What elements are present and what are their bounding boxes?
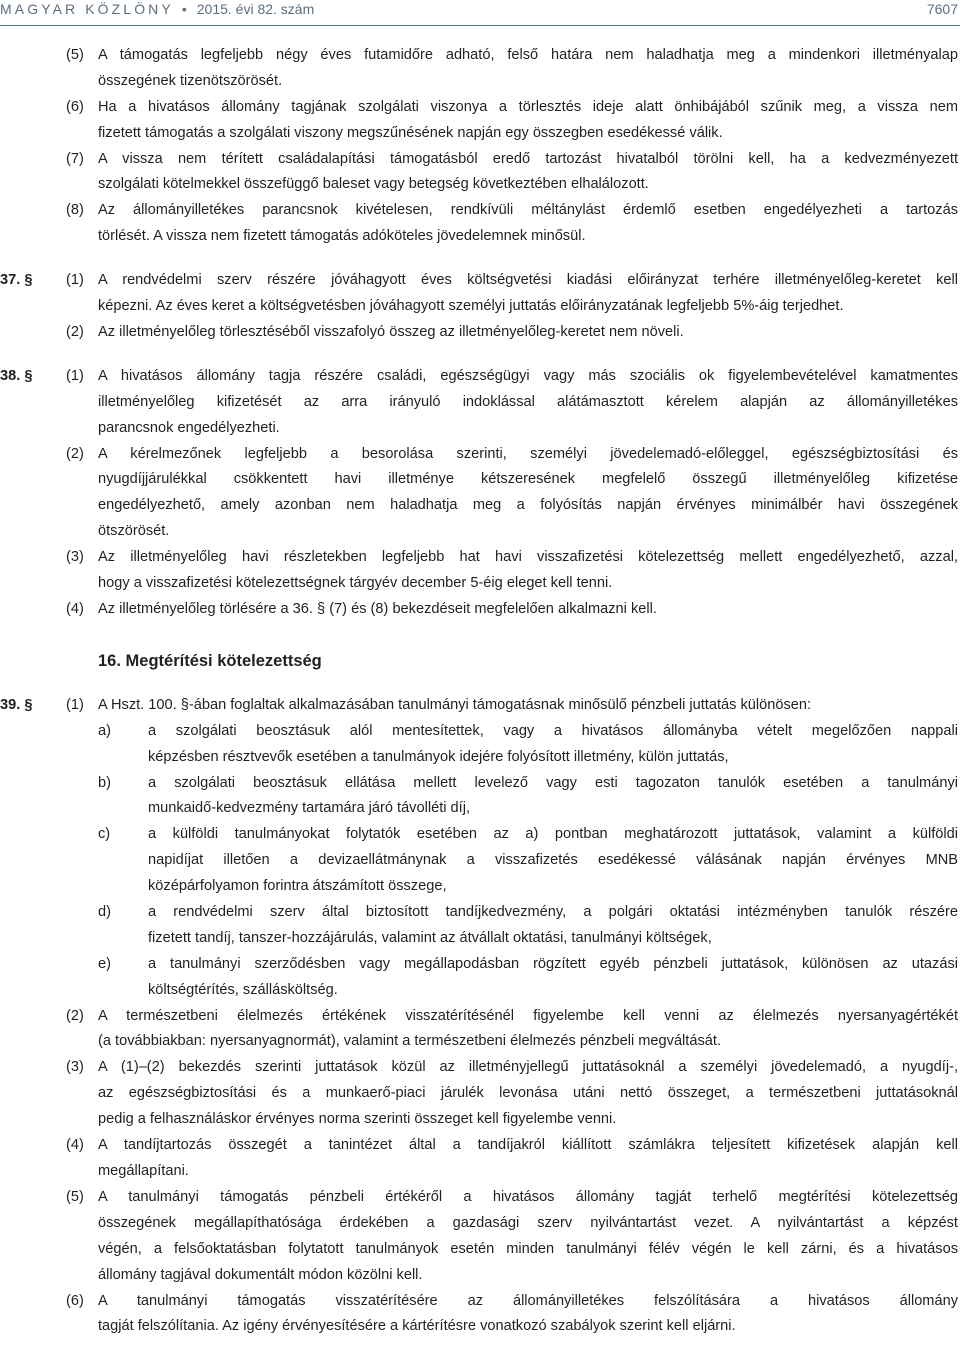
list-item xyxy=(0,899,960,951)
page-number: 7607 xyxy=(926,1,958,17)
text-line: illetményelőleg kifizetését az arra irányuló indoklással alátámasztott kérelem alapján az állományilletékes xyxy=(98,393,958,410)
paragraph xyxy=(0,692,960,718)
list-item-label: a) xyxy=(98,722,111,739)
list-item xyxy=(0,770,960,822)
paragraph xyxy=(0,441,960,545)
text-line: szolgálati kötelmekkel összefüggő baleset vagy betegség következtében elhalálozott. xyxy=(98,176,649,193)
text-line: hogy a visszafizetési kötelezettségnek tárgyév december 5-éig eleget kell tenni. xyxy=(98,575,613,592)
paragraph xyxy=(0,596,960,622)
text-line: munkaidő-kedvezmény tartamára járó távolléti díj, xyxy=(148,800,471,817)
text-line: megállapítani. xyxy=(98,1162,189,1179)
paragraph xyxy=(0,1288,960,1340)
paragraph xyxy=(0,267,960,319)
text-line: középárfolyamon forintra átszámított összege, xyxy=(148,878,447,895)
paragraph xyxy=(0,42,960,94)
paragraph xyxy=(0,94,960,146)
text-line: A hivatásos állomány tagja részére családi, egészségügyi vagy más szociális ok figyelembevételével kamatmentes xyxy=(98,367,958,384)
text-line: A természetbeni élelmezés értékének visszatérítésénél figyelembe kell venni az élelmezés nyersanyagértékét xyxy=(98,1007,958,1024)
paragraph xyxy=(0,1184,960,1288)
text-line: a rendvédelmi szerv által biztosított tandíjkedvezmény, a polgári oktatási intézményben tanulók részére xyxy=(148,904,958,920)
paragraph-number: (3) xyxy=(66,549,84,566)
text-line: az egészségbiztosítási és a munkaerő-piaci járulék levonása utáni nettó összeget, a természetbeni juttatásoknál xyxy=(98,1085,958,1102)
paragraph-number: (8) xyxy=(66,202,84,219)
text-line: A Hszt. 100. §-ában foglaltak alkalmazásában tanulmányi támogatásnak minősülő pénzbeli juttatás különösen: xyxy=(98,696,812,713)
paragraph-number: (5) xyxy=(66,47,84,63)
text-line: nyugdíjjárulékkal csökkentett havi illetménye kétszeresének megfelelő összegű illetményelőleg kifizetése xyxy=(98,471,958,488)
text-line: fizetett támogatás a szolgálati viszony megszűnésének napján egy összegben esedékessé válik. xyxy=(98,124,723,141)
text-line: állomány tagjával dokumentált módon közölni kell. xyxy=(98,1266,423,1283)
text-line: (a továbbiakban: nyersanyagnormát), valamint a természetbeni élelmezés pénzbeli megváltását. xyxy=(98,1033,721,1050)
paragraph-number: (5) xyxy=(66,1188,84,1205)
text-line: fizetett tandíj, tanszer-hozzájárulás, valamint az átvállalt oktatási, tanulmányi költségek, xyxy=(148,929,712,946)
text-line: összegének tizenötszörösét. xyxy=(98,72,283,89)
text-line: A vissza nem térített családalapítási támogatásból eredő tartozást hivatalból törölni kell, ha a kedvezményezett xyxy=(98,150,958,167)
list-item-label: d) xyxy=(98,904,111,920)
text-line: A tanulmányi támogatás pénzbeli értékéről a hivatásos állomány tagját terhelő megtérítési kötelezettség xyxy=(98,1188,958,1205)
text-line: ötszörösét. xyxy=(98,523,170,540)
text-line: költségtérítés, szállásköltség. xyxy=(148,981,338,998)
paragraph-number: (6) xyxy=(66,1292,84,1309)
text-line: Az illetményelőleg törlesztéséből visszafolyó összeg az illetményelőleg-keretet nem növeli. xyxy=(98,324,684,340)
paragraph-number: (1) xyxy=(66,272,84,289)
text-line: a szolgálati beosztásuk alól mentesítettek, vagy a hivatásos állományba vételt megelőzően nappali xyxy=(148,722,958,739)
section-number: 38. § xyxy=(0,367,33,384)
text-line: törlését. A vissza nem fizetett támogatás adóköteles jövedelemnek minősül. xyxy=(98,228,586,245)
text-line: a tanulmányi szerződésben vagy megállapodásban rögzített egyéb pénzbeli juttatások, különösen az utazási xyxy=(148,955,958,972)
section-number: 37. § xyxy=(0,272,33,289)
text-line: A rendvédelmi szerv részére jóváhagyott éves költségvetési kiadási előirányzat terhére illetményelőleg-keretet kell xyxy=(98,272,958,289)
text-line: parancsnok engedélyezheti. xyxy=(98,419,280,436)
paragraph-number: (2) xyxy=(66,445,84,462)
text-line: a külföldi tanulmányokat folytatók esetében az a) pontban meghatározott juttatások, valamint a külföldi xyxy=(148,826,958,843)
text-line: pedig a felhasználáskor érvényes norma szerinti összeget kell figyelembe venni. xyxy=(98,1111,617,1128)
text-line: A kérelmezőnek legfeljebb a besorolása szerinti, személyi jövedelemadó-előleggel, egészségbiztosítási és xyxy=(98,445,958,462)
text-line: napidíjat illetően a devizaellátmánynak a visszafizetés esedékessé válásának napján érvényes MNB xyxy=(148,852,958,869)
paragraph-number: (3) xyxy=(66,1059,84,1076)
text-line: Az állományilletékes parancsnok kivételesen, rendkívüli méltánylást érdemlő esetben engedélyezheti a tartozás xyxy=(98,202,958,219)
paragraph-number: (1) xyxy=(66,696,84,713)
list-item xyxy=(0,718,960,770)
paragraph xyxy=(0,146,960,198)
text-line: tagját felszólítania. Az igény érvényesítésére a kártérítésre vonatkozó szabályok szerint kell eljárni. xyxy=(98,1318,736,1335)
list-item-label: c) xyxy=(98,826,111,843)
paragraph-number: (7) xyxy=(66,150,84,167)
section-number: 39. § xyxy=(0,696,33,713)
publication-title: MAGYAR KÖZLÖNY xyxy=(0,1,174,17)
text-line: végén, a felsőoktatásban folytatott tanulmányok esetén minden tanulmányi félév végén le kell zárni, és a hivatásos xyxy=(98,1240,958,1257)
paragraph-number: (6) xyxy=(66,98,84,115)
text-line: A (1)–(2) bekezdés szerinti juttatások közül az illetményjellegű juttatásoknál a személyi jövedelemadó, a nyugdíj-, xyxy=(98,1059,958,1076)
paragraph xyxy=(0,363,960,441)
paragraph xyxy=(0,319,960,345)
paragraph-number: (4) xyxy=(66,1137,84,1154)
paragraph-number: (2) xyxy=(66,1007,84,1024)
header-bullet: • xyxy=(181,1,187,17)
section-heading: 16. Megtérítési kötelezettség xyxy=(98,651,322,670)
paragraph xyxy=(0,1054,960,1132)
paragraph xyxy=(0,544,960,596)
text-line: Ha a hivatásos állomány tagjának szolgálati viszonya a törlesztés ideje alatt önhibájából szűnik meg, a vissza nem xyxy=(98,98,958,115)
page-header xyxy=(0,0,960,22)
paragraph-number: (2) xyxy=(66,324,84,340)
paragraph xyxy=(0,197,960,249)
text-line: képzésben résztvevők esetében a tanulmányok idejére folyósított illetmény, külön juttatás, xyxy=(148,748,729,765)
text-line: engedélyezhető, amely azonban nem haladhatja meg a folyósítás napján érvényes minimálbér havi összegének xyxy=(98,497,958,514)
publication-header xyxy=(0,0,314,18)
text-line: A támogatás legfeljebb négy éves futamidőre adható, felső határa nem haladhatja meg a mindenkori illetményalap xyxy=(98,47,958,63)
paragraph xyxy=(0,1132,960,1184)
list-item-label: b) xyxy=(98,774,111,791)
text-line: Az illetményelőleg törlésére a 36. § (7) és (8) bekezdéseit megfelelően alkalmazni kell. xyxy=(98,601,657,617)
header-divider xyxy=(0,25,960,26)
list-item xyxy=(0,821,960,899)
issue-number: 2015. évi 82. szám xyxy=(196,1,315,17)
paragraph-number: (4) xyxy=(66,601,84,617)
paragraph xyxy=(0,1003,960,1055)
text-line: A tanulmányi támogatás visszatérítésére az állományilletékes felszólítására a hivatásos állomány xyxy=(98,1292,958,1309)
list-item xyxy=(0,951,960,1003)
text-line: a szolgálati beosztásuk ellátása mellett levelező vagy esti tagozaton tanulók esetében a tanulmányi xyxy=(148,774,958,791)
text-line: összegének megállapíthatósága érdekében a gazdasági szerv nyilvántartást vezet. A nyilvántartást a képzést xyxy=(98,1214,958,1231)
text-line: A tandíjtartozás összegét a tanintézet által a tandíjakról kiállított számlákra teljesített kifizetések alapján kell xyxy=(98,1137,958,1154)
list-item-label: e) xyxy=(98,955,111,972)
paragraph-number: (1) xyxy=(66,367,84,384)
text-line: képezni. Az éves keret a költségvetésben jóváhagyott személyi juttatás előirányzatának legfeljebb 5%-áig terjedhet. xyxy=(98,298,844,315)
text-line: Az illetményelőleg havi részletekben legfeljebb hat havi visszafizetési kötelezettség mellett engedélyezhető, azzal, xyxy=(98,549,958,566)
